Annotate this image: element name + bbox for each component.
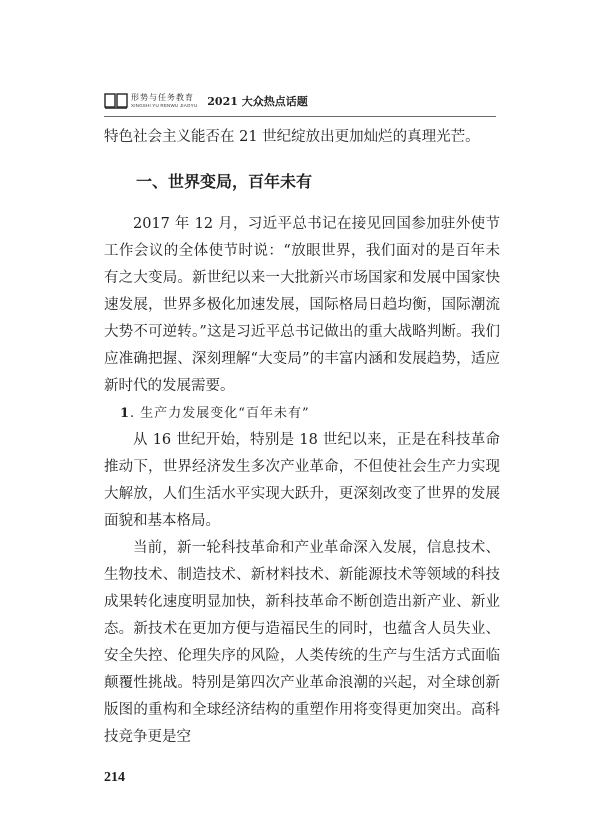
sub-heading-number: 1: [120, 406, 131, 421]
section-heading: 一、世界变局，百年未有: [136, 172, 313, 191]
publication-logo: [131, 94, 197, 109]
book-logo-icon: [104, 93, 128, 109]
logo-pinyin-text: XINGSHI YU RENWU JIAOYU: [131, 102, 198, 108]
page-number: 214: [104, 770, 125, 785]
paragraph-1: 2017 年 12 月，习近平总书记在接见回国参加驻外使节工作会议的全体使节时说：“放眼世界，我们面对的是百年未有之大变局。新世纪以来一大批新兴市场国家和发展中国家快速发展，世界多极化加速发展，国际格局日趋均衡，国际潮流大势不可逆转。”这是习近平总书记做出的重大战略判断。我们应准确把握、深刻理解“大变局”的丰富内涵和发展趋势，适应新时代的发展需要。: [104, 216, 500, 394]
book-title: 2021 大众热点话题: [207, 95, 308, 108]
header-divider: [104, 116, 496, 117]
intro-line: 特色社会主义能否在 21 世纪绽放出更加灿烂的真理光芒。: [104, 129, 480, 145]
sub-heading-text: . 生产力发展变化“百年未有”: [130, 406, 310, 421]
paragraph-2: 从 16 世纪开始，特别是 18 世纪以来，正是在科技革命推动下，世界经济发生多次产业革命，不但使社会生产力实现大解放，人们生活水平实现大跃升，更深刻改变了世界的发展面貌和基本格局。: [104, 432, 500, 529]
sub-heading: [104, 400, 500, 427]
paragraph-3: 当前，新一轮科技革命和产业革命深入发展，信息技术、生物技术、制造技术、新材料技术、新能源技术等领域的科技成果转化速度明显加快，新科技革命不断创造出新产业、新业态。新技术在更加方便与造福民生的同时，也蕴含人员失业、安全失控、伦理失序的风险，人类传统的生产与生活方式面临颠覆性挑战。特别是第四次产业革命浪潮的兴起，对全球创新版图的重构和全球经济结构的重塑作用将变得更加突出。高科技竞争更是空: [104, 540, 500, 745]
page-body: [104, 124, 500, 751]
logo-chinese-text: 形势与任务教育: [131, 92, 194, 102]
running-header: [104, 88, 308, 114]
